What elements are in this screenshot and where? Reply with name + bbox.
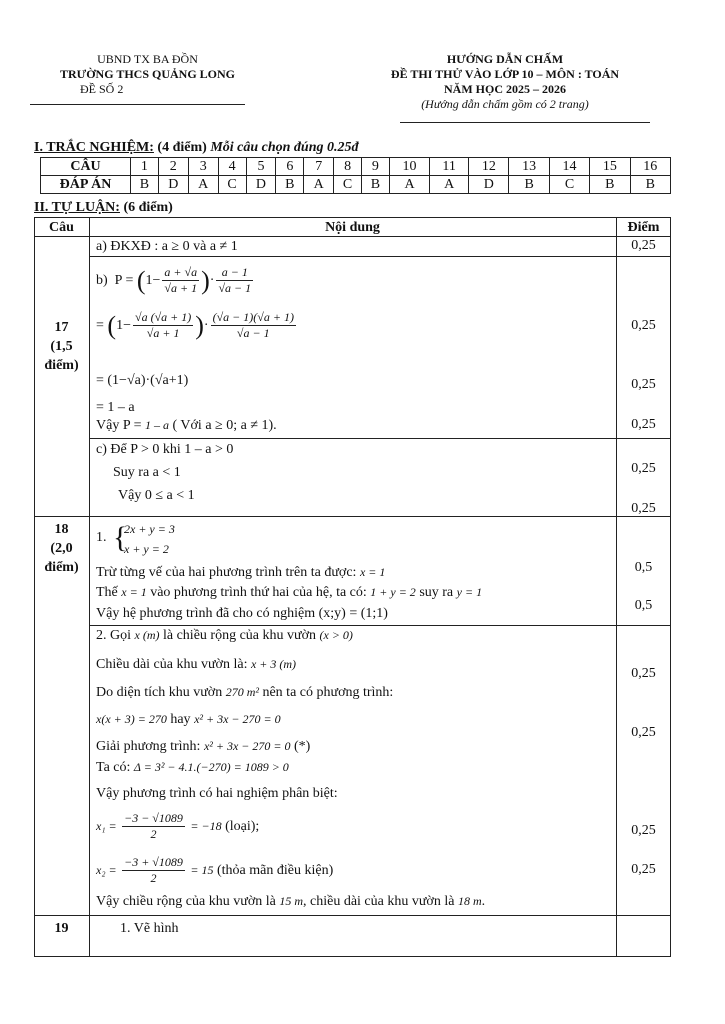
exam-title: ĐỀ THI THỬ VÀO LỚP 10 – MÔN : TOÁN [390, 67, 620, 81]
question-number-cell: 14 [549, 158, 589, 176]
score-cell: 0,5 [634, 598, 653, 613]
q18-p2-line2 [96, 656, 296, 673]
header-left-rule [30, 104, 245, 105]
q18-p2-math: x (m) [134, 628, 160, 642]
q18-p1-text: suy ra [419, 585, 454, 600]
q17-number: 17 [54, 320, 69, 335]
q17-b-step1: = (1− $\frac{√a (√a + 1)}{√a + 1}$ )· $\frac{(√a - 1)(√a + 1)}{√a - 1}$ [96, 310, 294, 341]
q18-p2-line7: Vậy phương trình có hai nghiệm phân biệt: [96, 786, 338, 801]
question-number-cell: 10 [389, 158, 429, 176]
q18-p2-text: . [481, 894, 486, 909]
q18-x1-lhs: x₁ = [96, 819, 117, 833]
question-number-cell: 3 [188, 158, 218, 176]
q17-conclusion-prefix: Vậy P = [96, 418, 142, 433]
answer-key-answer-row [41, 176, 671, 194]
q18-p2-text: Do diện tích khu vườn [96, 685, 223, 700]
question-number-cell: 13 [509, 158, 549, 176]
row-rule [89, 625, 671, 626]
q18-p2-text: Giải phương trình: [96, 739, 201, 754]
q18-root-x2 [96, 850, 333, 891]
answer-cell: B [590, 176, 630, 194]
question-number-cell: 2 [158, 158, 188, 176]
q18-x2-note: (thỏa mãn điều kiện) [217, 863, 334, 878]
score-cell: 0,25 [631, 377, 656, 392]
q18-p2-text: nên ta có phương trình: [262, 685, 394, 700]
answer-cell: A [188, 176, 218, 194]
score-cell: 0,25 [631, 823, 656, 838]
score-cell: 0,25 [631, 461, 656, 476]
q18-p1-text: vào phương trình thứ hai của hệ, ta có: [150, 585, 367, 600]
row-rule [89, 256, 671, 257]
answer-cell: B [509, 176, 549, 194]
q18-x1-denominator: 2 [150, 827, 157, 842]
answer-cell: A [389, 176, 429, 194]
q18-system-eq2: x + y = 2 [124, 542, 169, 556]
q18-p1-conclusion: Vậy hệ phương trình đã cho có nghiệm (x;y) = (1;1) [96, 606, 388, 621]
page-count-note: (Hướng dẫn chấm gồm có 2 trang) [421, 97, 589, 111]
q17-points-b: điểm) [44, 358, 79, 373]
q18-p2-math: 270 m² [225, 685, 259, 699]
question-number-cell: 8 [334, 158, 362, 176]
q18-p2-text: hay [170, 712, 191, 727]
question-number-cell: 7 [304, 158, 334, 176]
score-cell: 0,25 [631, 501, 656, 516]
part1-title: I. TRẮC NGHIỆM: [34, 140, 154, 155]
q17-b-conclusion [96, 417, 277, 434]
question-number-cell: 15 [590, 158, 630, 176]
q18-p2-math: x² + 3x − 270 = 0 [203, 739, 291, 753]
q18-p2-math: x(x + 3) = 270 [96, 712, 167, 726]
answer-cell: C [549, 176, 589, 194]
q18-p1-line2 [96, 584, 482, 601]
q17-part-a: a) ĐKXĐ : a ≥ 0 và a ≠ 1 [96, 239, 238, 254]
q18-p2-math: x² + 3x − 270 = 0 [194, 712, 281, 726]
q17-conclusion-condition: ( Với a ≥ 0; a ≠ 1). [172, 418, 277, 433]
score-cell: 0,25 [631, 666, 656, 681]
header-right-rule [400, 122, 650, 123]
q18-p2-line5 [96, 738, 310, 755]
q18-p2-line1 [96, 627, 353, 644]
doc-title: HƯỚNG DẪN CHẤM [446, 52, 564, 66]
q18-p2-text: Chiều dài của khu vườn là: [96, 657, 248, 672]
q17-b-step2: = (1−√a)·(√a+1) [96, 373, 189, 388]
q18-number: 18 [54, 522, 69, 537]
answer-cell: D [158, 176, 188, 194]
answer-cell: B [131, 176, 159, 194]
q18-x2-numerator: −3 + √1089 [124, 855, 183, 870]
answer-cell: B [362, 176, 390, 194]
score-cell: 0,25 [631, 417, 656, 432]
question-number-cell: 4 [218, 158, 246, 176]
q18-x2-lhs: x₂ = [96, 863, 117, 877]
q17-points-a: (1,5 [50, 339, 73, 354]
q18-p1-line1 [96, 564, 385, 581]
answer-key-table [40, 157, 671, 194]
header-right [350, 52, 660, 112]
q18-p2-line4 [96, 711, 281, 728]
q18-p2-conclusion [96, 893, 485, 910]
question-number-cell: 12 [469, 158, 509, 176]
part1-heading [34, 139, 359, 156]
answer-cell: C [334, 176, 362, 194]
row-rule [34, 915, 671, 916]
row-rule [34, 516, 671, 517]
answer-cell: B [276, 176, 304, 194]
q18-root-x1 [96, 806, 259, 847]
header-left [30, 52, 265, 97]
q18-x2-denominator: 2 [150, 871, 157, 886]
part1-note: Mỗi câu chọn đúng 0.25đ [210, 140, 359, 155]
q18-points-b: điểm) [44, 560, 79, 575]
q18-p2-math: 18 m [457, 894, 482, 908]
q18-p2-text: , chiều dài của khu vườn là [303, 894, 455, 909]
q17-b-label: b) [96, 273, 108, 288]
answer-cell: D [469, 176, 509, 194]
question-number-cell: 11 [430, 158, 469, 176]
q17-b-step3: = 1 – a [96, 400, 135, 415]
question-number-cell: 16 [630, 158, 670, 176]
score-cell: 0,5 [634, 560, 653, 575]
score-cell: 0,25 [631, 238, 656, 253]
col-header-score: Điểm [627, 220, 660, 235]
part2-heading [34, 199, 173, 216]
q18-x2-rhs: = 15 [190, 863, 214, 877]
q17-part-c-conclusion: Vậy 0 ≤ a < 1 [118, 488, 195, 503]
q19-line1: 1. Vẽ hình [120, 921, 179, 936]
q18-p2-math: (x > 0) [319, 628, 353, 642]
q17-label [34, 318, 89, 375]
answer-cell: D [246, 176, 276, 194]
row-rule [89, 438, 671, 439]
q18-p1-line1-text: Trừ từng vế của hai phương trình trên ta được: [96, 565, 357, 580]
score-cell: 0,25 [631, 862, 656, 877]
part2-title: II. TỰ LUẬN: [34, 200, 120, 215]
q18-p2-math: 15 m [279, 894, 303, 908]
school-year: NĂM HỌC 2025 – 2026 [444, 82, 566, 96]
q18-p2-text: Vậy chiều rộng của khu vườn là [96, 894, 276, 909]
q17-conclusion-expr: 1 – a [145, 418, 169, 432]
school-name: TRƯỜNG THCS QUẢNG LONG [59, 67, 236, 81]
q18-p1-text: Thế [96, 585, 118, 600]
question-row-label: CÂU [41, 158, 131, 176]
q18-label [34, 520, 89, 577]
part1-points: (4 điểm) [157, 140, 207, 155]
q18-p2-text: là chiều rộng của khu vườn [162, 628, 316, 643]
q18-p2-math: x + 3 (m) [250, 657, 297, 671]
system-brace-icon: { [113, 521, 128, 554]
q18-p2-text: 2. Gọi [96, 628, 131, 643]
question-number-cell: 6 [276, 158, 304, 176]
q18-x1-note: (loại); [225, 819, 260, 834]
question-number-cell: 5 [246, 158, 276, 176]
q18-p1-math: 1 + y = 2 [370, 585, 416, 599]
q18-system-eq1: 2x + y = 3 [124, 522, 175, 536]
q18-points-a: (2,0 [50, 541, 73, 556]
q17-part-c: c) Để P > 0 khi 1 – a > 0 [96, 442, 234, 457]
part2-points: (6 điểm) [123, 200, 173, 215]
col-header-content: Nội dung [325, 220, 380, 235]
answer-cell: C [218, 176, 246, 194]
q18-x1-rhs: = −18 [190, 819, 222, 833]
q17-part-c-step: Suy ra a < 1 [113, 465, 181, 480]
answer-key-question-row [41, 158, 671, 176]
q19-label: 19 [54, 921, 69, 936]
district-name: UBND TX BA ĐỒN [97, 52, 198, 66]
exam-number: ĐỀ SỐ 2 [80, 82, 124, 96]
q18-p1-math: y = 1 [456, 585, 483, 599]
q18-p1-math: x = 1 [121, 585, 147, 599]
col-divider-1 [89, 217, 90, 957]
q17-b-expr: b) P = (1− $\frac{a + √a}{√a + 1}$ )· $\frac{a - 1}{√a - 1}$ [96, 265, 252, 296]
row-rule [34, 236, 671, 237]
q18-p2-math: Δ = 3² − 4.1.(−270) = 1089 > 0 [133, 760, 289, 774]
q18-p2-text: (*) [293, 739, 311, 754]
question-number-cell: 1 [131, 158, 159, 176]
col-header-question: Câu [49, 220, 74, 235]
q18-p1-line1-math: x = 1 [359, 565, 386, 579]
q18-p2-line6 [96, 759, 289, 776]
answer-cell: B [630, 176, 670, 194]
q18-p2-text: Ta có: [96, 760, 131, 775]
q18-x1-numerator: −3 − √1089 [124, 811, 183, 826]
answer-row-label: ĐÁP ÁN [41, 176, 131, 194]
answer-cell: A [304, 176, 334, 194]
answer-cell: A [430, 176, 469, 194]
question-number-cell: 9 [362, 158, 390, 176]
score-cell: 0,25 [631, 725, 656, 740]
q18-p2-line3 [96, 684, 393, 701]
q18-p1-number: 1. [96, 530, 107, 545]
score-cell: 0,25 [631, 318, 656, 333]
